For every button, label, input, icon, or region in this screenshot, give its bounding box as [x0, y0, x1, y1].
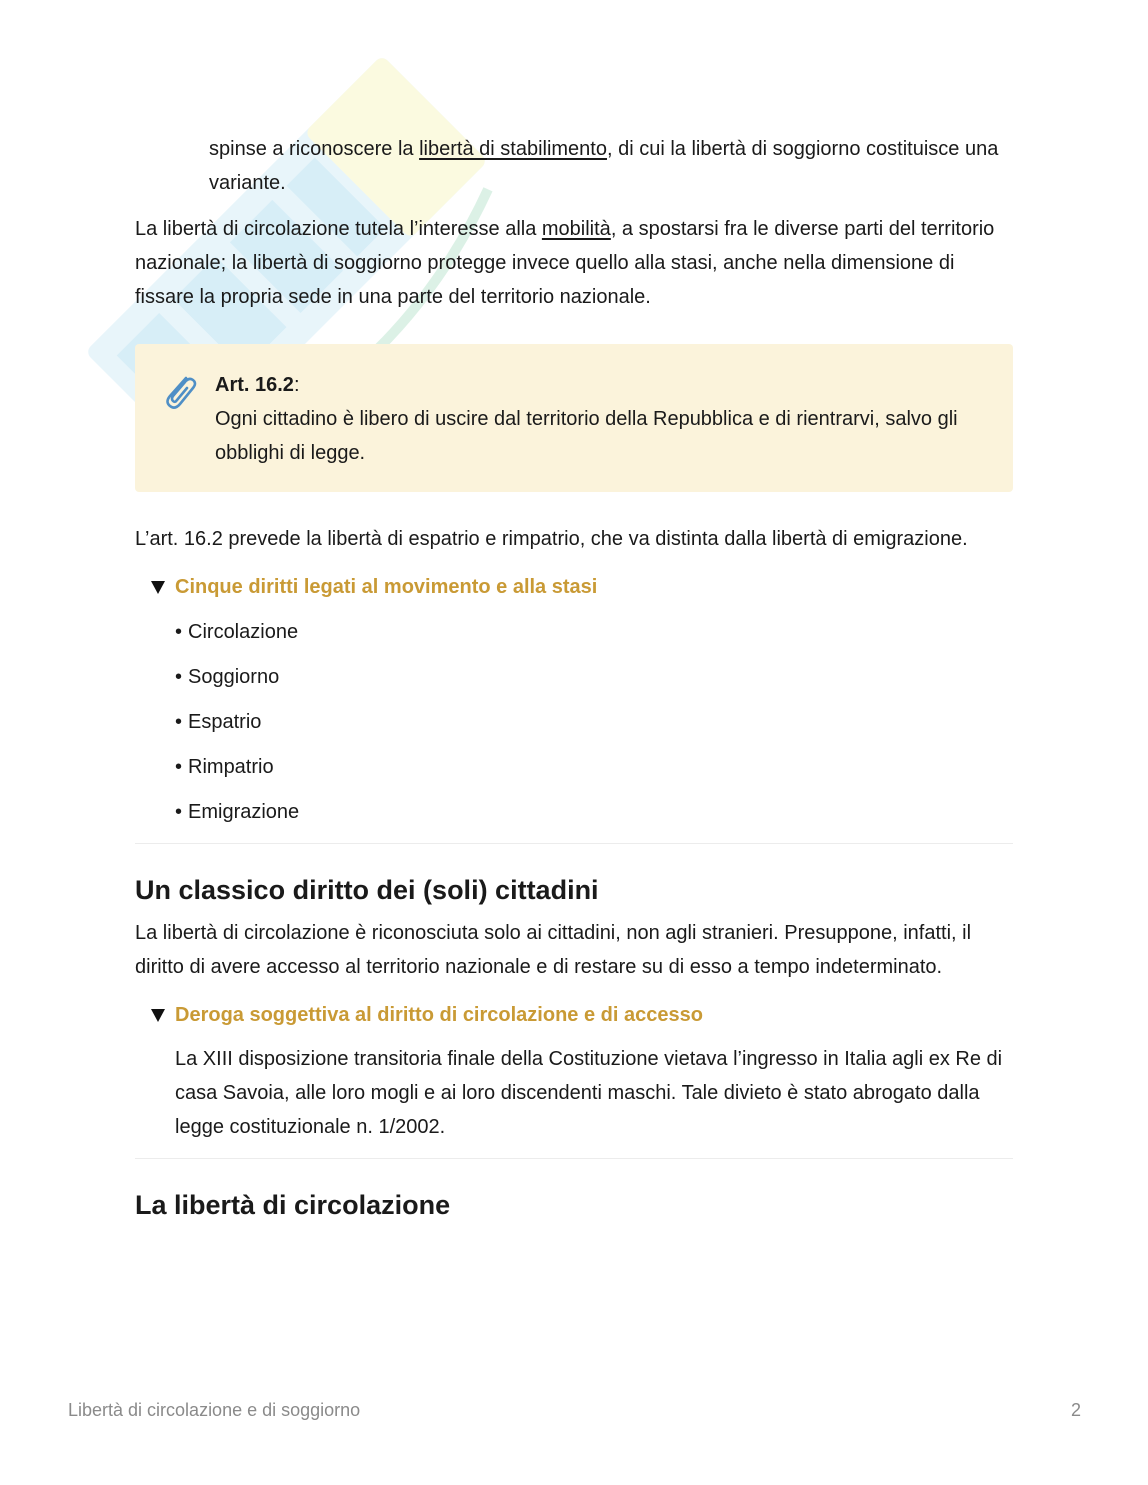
intro-text-post: , di cui la libertà di soggiorno costituisce una variante. — [209, 138, 999, 194]
toggle-body — [135, 1042, 1013, 1144]
rights-list — [135, 615, 1013, 829]
divider — [135, 843, 1013, 844]
footer-title: Libertà di circolazione e di soggiorno — [68, 1400, 361, 1420]
list-item: • Rimpatrio — [175, 750, 1013, 784]
intro-paragraph — [135, 132, 1013, 200]
callout-title: Art. 16.2 — [215, 374, 294, 396]
page-footer — [68, 1400, 1081, 1421]
intro-text-pre: spinse a riconoscere la — [209, 138, 420, 160]
mobility-paragraph — [135, 212, 1013, 314]
toggle-label[interactable]: Deroga soggettiva al diritto di circolazione e di accesso — [175, 1004, 703, 1026]
divider — [135, 1158, 1013, 1159]
link-liberta-stabilimento[interactable]: libertà di stabilimento — [419, 138, 607, 160]
article-callout — [135, 344, 1013, 492]
list-item: • Emigrazione — [175, 795, 1013, 829]
link-mobilita[interactable]: mobilità — [541, 218, 611, 240]
callout-colon: : — [293, 374, 300, 396]
toggle-label[interactable]: Cinque diritti legati al movimento e alla stasi — [175, 576, 598, 598]
list-item: • Circolazione — [175, 615, 1013, 649]
triangle-down-icon[interactable] — [151, 1009, 165, 1022]
paperclip-icon — [159, 370, 199, 414]
section-heading: Un classico diritto dei (soli) cittadini — [135, 875, 599, 905]
triangle-down-icon[interactable] — [151, 581, 165, 594]
list-item: • Soggiorno — [175, 660, 1013, 694]
section-heading: La libertà di circolazione — [135, 1190, 451, 1220]
toggle-deroga[interactable] — [135, 998, 1013, 1032]
list-item: • Espatrio — [175, 705, 1013, 739]
page-number: 2 — [1070, 1400, 1081, 1420]
espatrio-paragraph: L’art. 16.2 prevede la libertà di espatrio e rimpatrio, che va distinta dalla libertà di emigrazione. — [135, 528, 968, 550]
callout-heading — [215, 368, 983, 402]
mobility-text-post: , a spostarsi fra le diverse parti del territorio nazionale; la libertà di soggiorno protegge invece quello alla stasi, anche nella dimensione di fissare la propria sede in una parte del territorio nazionale. — [135, 218, 995, 308]
section-paragraph: La libertà di circolazione è riconosciuta solo ai cittadini, non agli stranieri. Presuppone, infatti, il diritto di avere accesso al territorio nazionale e di restare su di esso a tempo indeterminato. — [135, 922, 972, 978]
mobility-text-pre: La libertà di circolazione tutela l’interesse alla — [135, 218, 542, 240]
toggle-cinque-diritti[interactable] — [135, 570, 1013, 604]
toggle-body-text: La XIII disposizione transitoria finale della Costituzione vietava l’ingresso in Italia agli ex Re di casa Savoia, alle loro mogli e ai loro discendenti maschi. Tale divieto è stato abrogato dalla legge costituzionale n. 1/2002. — [175, 1048, 1003, 1138]
page-content — [135, 132, 1013, 1231]
callout-text: Ogni cittadino è libero di uscire dal territorio della Repubblica e di rientrarvi, salvo gli obblighi di legge. — [215, 408, 958, 464]
